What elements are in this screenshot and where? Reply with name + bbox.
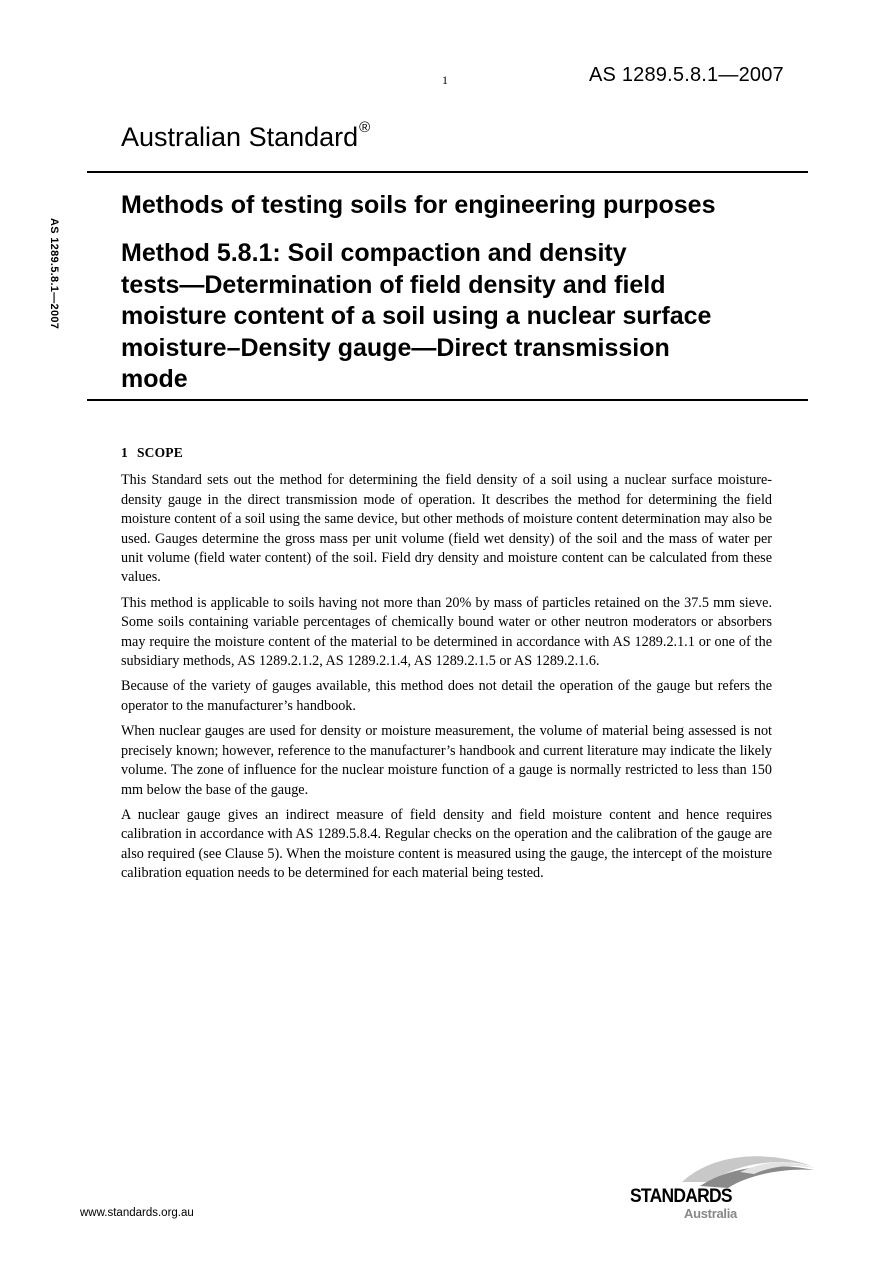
scope-paragraph: A nuclear gauge gives an indirect measure of field density and field moisture content and hence requires calibration in accordance with AS 1289.5.8.4. Regular checks on the operation and the calibration of the gauge are also required (see Clause 5). When the moisture content is measured using the gauge, the intercept of the moisture calibration equation needs to be determined for each material being tested.	[121, 806, 772, 882]
page-number: 1	[442, 73, 448, 87]
scope-section	[121, 443, 772, 890]
method-title-line: moisture–Density gauge—Direct transmission	[121, 333, 670, 362]
registered-mark: ®	[359, 119, 371, 136]
logo-wordmark: STANDARDS	[630, 1186, 732, 1207]
scope-paragraph: This Standard sets out the method for determining the field density of a soil using a nuclear surface moisture-density gauge in the direct transmission mode of operation. It describes the method for determining the field moisture content of a soil using the same device, but other methods of moisture content determination may also be used. Gauges determine the gross mass per unit volume (field wet density) of the soil and the mass of water per unit volume (field water content) of the soil. Field dry density and moisture content can be calculated from these values.	[121, 472, 772, 586]
series-title: Methods of testing soils for engineering purposes	[121, 191, 716, 219]
brand-heading	[121, 119, 371, 152]
section-title: SCOPE	[136, 445, 183, 460]
side-document-id: AS 1289.5.8.1—2007	[48, 218, 60, 330]
method-title-line: tests—Determination of field density and field	[121, 270, 666, 299]
method-title	[121, 238, 801, 396]
standards-australia-logo	[630, 1148, 815, 1223]
section-number: 1	[121, 445, 128, 460]
method-title-line: moisture content of a soil using a nuclear surface	[121, 302, 712, 330]
document-id: AS 1289.5.8.1—2007	[589, 64, 784, 86]
scope-paragraph: This method is applicable to soils having not more than 20% by mass of particles retained on the 37.5 mm sieve. Some soils containing variable percentages of chemically bound water or other neutron moderators or absorbers may require the moisture content of the material to be determined in accordance with AS 1289.2.1.1 or one of the subsidiary methods, AS 1289.2.1.2, AS 1289.2.1.4, AS 1289.2.1.5 or AS 1289.2.1.6.	[121, 594, 772, 670]
top-rule	[87, 171, 808, 173]
swoosh-logo-icon	[680, 1148, 815, 1190]
logo-subtitle: Australia	[684, 1206, 737, 1221]
bottom-rule	[87, 399, 808, 401]
footer-url: www.standards.org.au	[80, 1207, 194, 1219]
scope-paragraph: When nuclear gauges are used for density or moisture measurement, the volume of material being assessed is not precisely known; however, reference to the manufacturer’s handbook and current literature may indicate the likely volume. The zone of influence for the nuclear moisture function of a gauge is normally restricted to less than 150 mm below the base of the gauge.	[121, 723, 772, 798]
method-title-line: Method 5.8.1: Soil compaction and density	[121, 239, 627, 267]
brand-name: Australian Standard	[121, 122, 359, 152]
method-title-line: mode	[121, 365, 188, 393]
scope-paragraph: Because of the variety of gauges available, this method does not detail the operation of the gauge but refers the operator to the manufacturer’s handbook.	[121, 678, 772, 714]
section-heading	[121, 443, 772, 462]
